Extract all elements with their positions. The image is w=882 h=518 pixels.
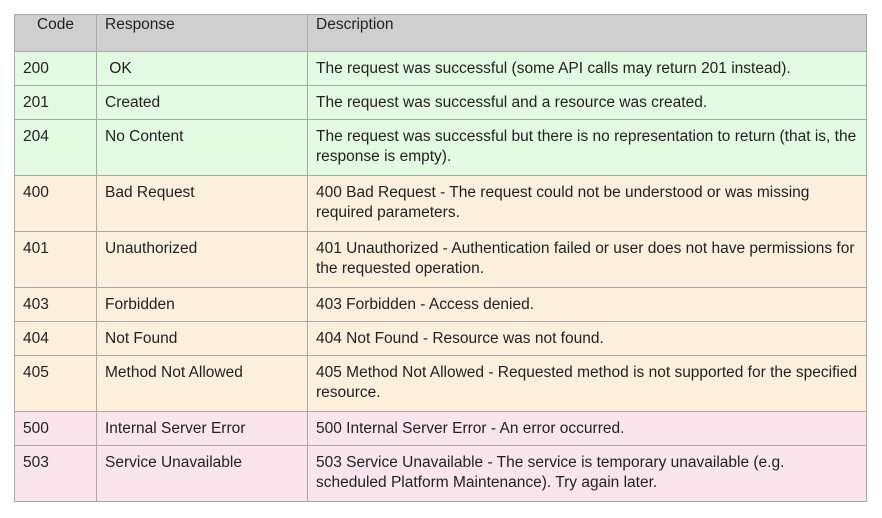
description-cell: 503 Service Unavailable - The service is temporary unavailable (e.g. scheduled Platform Maintenance). Try again later. <box>308 446 867 502</box>
table-row <box>15 412 867 446</box>
status-code-cell: 405 <box>15 356 97 412</box>
http-status-table <box>14 14 867 502</box>
table-row <box>15 52 867 86</box>
column-header-description: Description <box>308 15 867 52</box>
description-cell: 401 Unauthorized - Authentication failed or user does not have permissions for the requested operation. <box>308 232 867 288</box>
description-cell: 404 Not Found - Resource was not found. <box>308 322 867 356</box>
column-header-response: Response <box>97 15 308 52</box>
table-header-row <box>15 15 867 52</box>
response-cell: Not Found <box>97 322 308 356</box>
table-row <box>15 120 867 176</box>
table-row <box>15 322 867 356</box>
response-cell: Forbidden <box>97 288 308 322</box>
status-code-cell: 500 <box>15 412 97 446</box>
table-row <box>15 288 867 322</box>
description-cell: The request was successful (some API calls may return 201 instead). <box>308 52 867 86</box>
status-code-cell: 503 <box>15 446 97 502</box>
status-code-cell: 204 <box>15 120 97 176</box>
response-cell: Bad Request <box>97 176 308 232</box>
status-code-cell: 200 <box>15 52 97 86</box>
status-code-cell: 404 <box>15 322 97 356</box>
response-cell: Created <box>97 86 308 120</box>
response-cell: No Content <box>97 120 308 176</box>
response-cell: Internal Server Error <box>97 412 308 446</box>
response-cell: Service Unavailable <box>97 446 308 502</box>
description-cell: The request was successful but there is no representation to return (that is, the response is empty). <box>308 120 867 176</box>
status-code-cell: 403 <box>15 288 97 322</box>
table-row <box>15 232 867 288</box>
table-row <box>15 86 867 120</box>
status-code-cell: 400 <box>15 176 97 232</box>
response-cell: Unauthorized <box>97 232 308 288</box>
status-code-cell: 201 <box>15 86 97 120</box>
description-cell: The request was successful and a resource was created. <box>308 86 867 120</box>
table-row <box>15 446 867 502</box>
description-cell: 403 Forbidden - Access denied. <box>308 288 867 322</box>
description-cell: 400 Bad Request - The request could not be understood or was missing required parameters. <box>308 176 867 232</box>
description-cell: 500 Internal Server Error - An error occurred. <box>308 412 867 446</box>
response-cell: OK <box>97 52 308 86</box>
table-row <box>15 176 867 232</box>
status-code-cell: 401 <box>15 232 97 288</box>
column-header-code: Code <box>15 15 97 52</box>
table-row <box>15 356 867 412</box>
response-cell: Method Not Allowed <box>97 356 308 412</box>
description-cell: 405 Method Not Allowed - Requested method is not supported for the specified resource. <box>308 356 867 412</box>
